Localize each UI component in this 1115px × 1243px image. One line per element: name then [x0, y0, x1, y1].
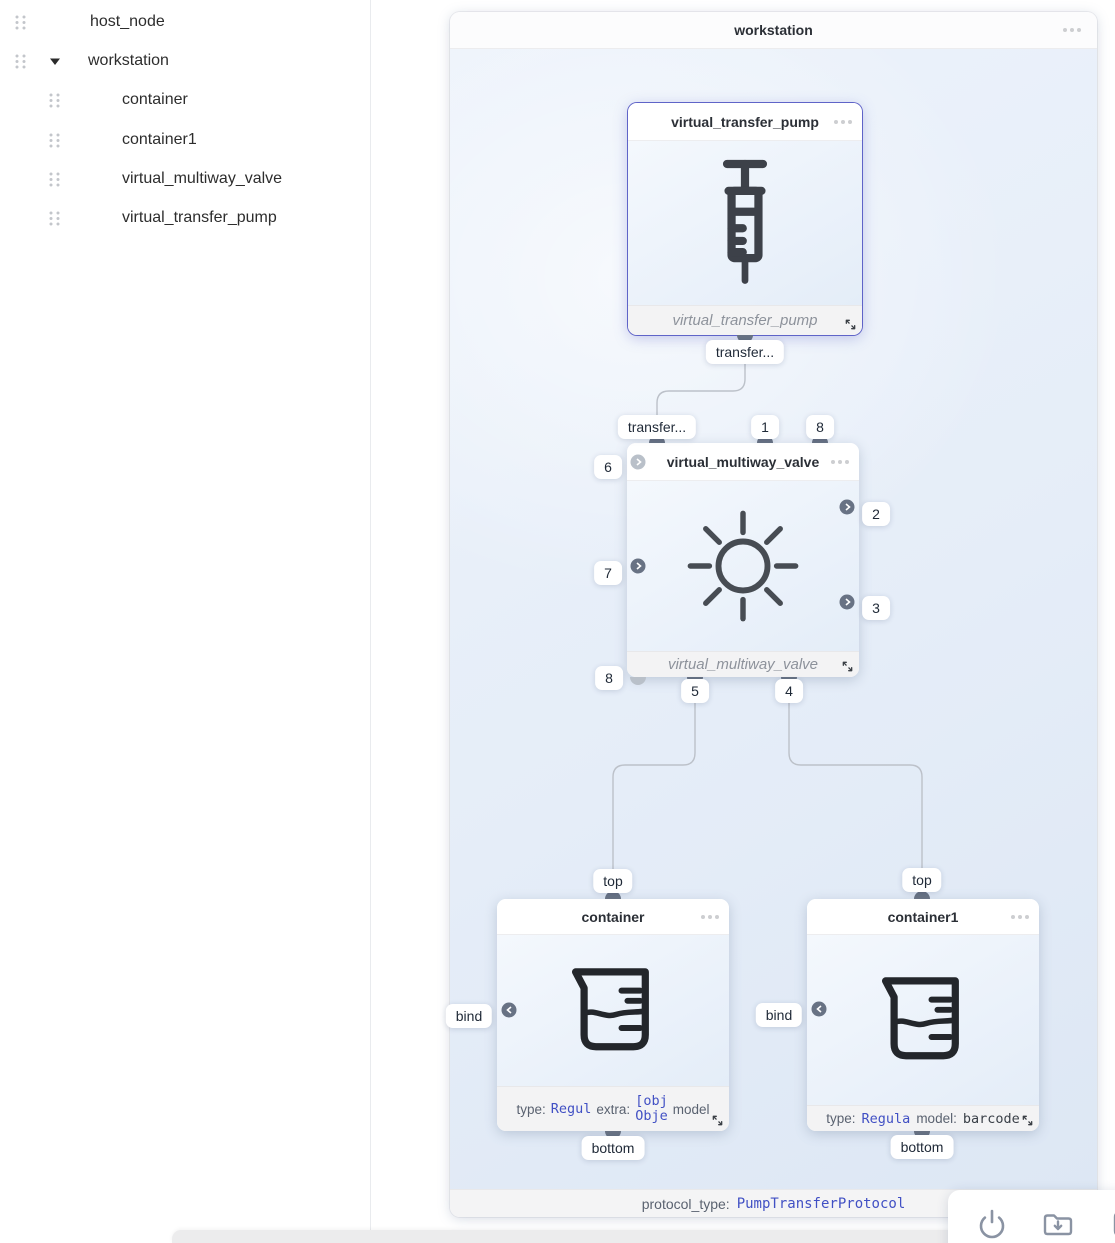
model-field-label: model — [672, 1101, 710, 1117]
export-icon — [1107, 1207, 1115, 1241]
workstation-panel-header[interactable] — [450, 12, 1097, 49]
tree-item-label[interactable]: virtual_transfer_pump — [122, 209, 277, 226]
node-menu-ellipsis-icon[interactable] — [701, 915, 719, 919]
port-label: 8 — [806, 415, 834, 439]
chevron-left-icon — [815, 1005, 823, 1014]
node-menu-ellipsis-icon[interactable] — [1011, 915, 1029, 919]
resize-icon[interactable] — [841, 660, 854, 673]
node-title: container — [581, 908, 645, 925]
protocol-type-label: protocol_type: — [641, 1195, 730, 1212]
port-label: 3 — [862, 596, 890, 620]
tree-item-label[interactable]: virtual_multiway_valve — [122, 170, 283, 187]
chevron-right-icon — [634, 458, 642, 467]
extra-field-label: extra: — [596, 1101, 631, 1117]
export-button-partial[interactable] — [1106, 1206, 1115, 1242]
node-container1[interactable] — [807, 899, 1039, 1131]
valve-port-6[interactable] — [631, 455, 646, 470]
port-label: bind — [446, 1004, 492, 1028]
node-virtual-transfer-pump[interactable] — [628, 103, 862, 335]
node-body — [807, 935, 1039, 1105]
node-body — [497, 935, 729, 1086]
node-footer — [497, 1086, 729, 1131]
node-display-name: virtual_transfer_pump — [672, 312, 818, 329]
tree-item-label[interactable]: container — [122, 91, 188, 108]
port-label: top — [593, 869, 632, 893]
port-label: 4 — [775, 679, 803, 703]
type-field-label: type: — [516, 1101, 546, 1117]
load-folder-button[interactable] — [1040, 1206, 1076, 1242]
chevron-right-icon — [634, 562, 642, 571]
power-icon — [975, 1207, 1009, 1241]
drag-handle-icon[interactable] — [48, 132, 61, 149]
edge-valve5-to-container-top — [613, 683, 695, 895]
drag-handle-icon[interactable] — [14, 53, 27, 70]
port-label: transfer... — [706, 340, 784, 364]
chevron-left-icon — [505, 1006, 513, 1015]
node-menu-ellipsis-icon[interactable] — [831, 460, 849, 464]
valve-port-2[interactable] — [840, 500, 855, 515]
valve-port-3[interactable] — [840, 595, 855, 610]
sidebar-item-virtual-transfer-pump[interactable] — [0, 203, 370, 233]
node-title: container1 — [887, 908, 959, 925]
resize-icon[interactable] — [711, 1114, 724, 1127]
chevron-right-icon — [843, 598, 851, 607]
tree-item-label[interactable]: workstation — [88, 52, 169, 69]
node-title: virtual_multiway_valve — [666, 453, 820, 470]
beaker-icon — [562, 960, 664, 1062]
sidebar-tree — [0, 0, 371, 1243]
node-title: virtual_transfer_pump — [671, 113, 819, 130]
valve-port-7[interactable] — [631, 559, 646, 574]
port-label: 7 — [594, 561, 622, 585]
port-label: 8 — [595, 666, 623, 690]
node-header[interactable] — [627, 443, 859, 481]
panel-title: workstation — [734, 22, 813, 38]
port-label: 1 — [751, 415, 779, 439]
port-label: bottom — [891, 1135, 954, 1159]
container-port-bind[interactable] — [502, 1003, 517, 1018]
node-display-name: virtual_multiway_valve — [667, 656, 819, 673]
power-button[interactable] — [974, 1206, 1010, 1242]
panel-menu-ellipsis-icon[interactable] — [1063, 28, 1081, 32]
drag-handle-icon[interactable] — [14, 14, 27, 31]
edge-valve4-to-container1-top — [789, 683, 922, 895]
graph-canvas[interactable] — [450, 49, 1097, 1189]
resize-icon[interactable] — [1021, 1114, 1034, 1127]
node-menu-ellipsis-icon[interactable] — [834, 120, 852, 124]
port-label: bind — [756, 1003, 802, 1027]
tree-item-label[interactable]: container1 — [122, 131, 197, 148]
model-field-value: barcode — [962, 1110, 1020, 1127]
valve-port-8-bottom[interactable] — [630, 677, 646, 685]
chevron-right-icon — [843, 503, 851, 512]
syringe-icon — [697, 152, 793, 294]
drag-handle-icon[interactable] — [48, 210, 61, 227]
container1-port-bind[interactable] — [812, 1002, 827, 1017]
node-body — [627, 481, 859, 651]
beaker-icon — [872, 969, 974, 1071]
type-field-label: type: — [826, 1111, 856, 1126]
node-body — [628, 141, 862, 305]
port-label: bottom — [582, 1136, 645, 1160]
protocol-type-value: PumpTransferProtocol — [736, 1195, 906, 1212]
node-header[interactable] — [497, 899, 729, 935]
node-header[interactable] — [807, 899, 1039, 935]
sidebar-item-container[interactable] — [0, 85, 370, 115]
drag-handle-icon[interactable] — [48, 171, 61, 188]
chevron-down-icon[interactable] — [49, 57, 61, 66]
port-label: 6 — [594, 455, 622, 479]
node-header[interactable] — [628, 103, 862, 141]
port-label: top — [902, 868, 941, 892]
node-footer — [627, 651, 859, 677]
sidebar-item-host-node[interactable] — [0, 7, 370, 37]
extra-field-value-line1: [obj — [635, 1093, 668, 1109]
node-container[interactable] — [497, 899, 729, 1131]
folder-download-icon — [1041, 1207, 1075, 1241]
type-field-value: Regula — [861, 1110, 911, 1127]
extra-field-value-line2: Obje — [635, 1108, 668, 1124]
node-footer — [807, 1105, 1039, 1131]
node-footer — [628, 305, 862, 335]
node-virtual-multiway-valve[interactable] — [627, 443, 859, 677]
type-field-value: Regul — [550, 1101, 592, 1117]
model-field-label: model: — [916, 1111, 957, 1126]
port-label: 5 — [681, 679, 709, 703]
port-label: 2 — [862, 502, 890, 526]
container1-port-top[interactable] — [914, 891, 930, 899]
workstation-panel — [450, 12, 1097, 1217]
floating-toolbar — [948, 1190, 1115, 1243]
sidebar-item-workstation[interactable] — [0, 46, 370, 76]
tree-item-label[interactable]: host_node — [90, 13, 165, 30]
port-label: transfer... — [618, 415, 696, 439]
drag-handle-icon[interactable] — [48, 92, 61, 109]
valve-icon — [684, 507, 802, 625]
sidebar-item-container1[interactable] — [0, 125, 370, 155]
sidebar-item-virtual-multiway-valve[interactable] — [0, 164, 370, 194]
resize-icon[interactable] — [844, 318, 857, 331]
